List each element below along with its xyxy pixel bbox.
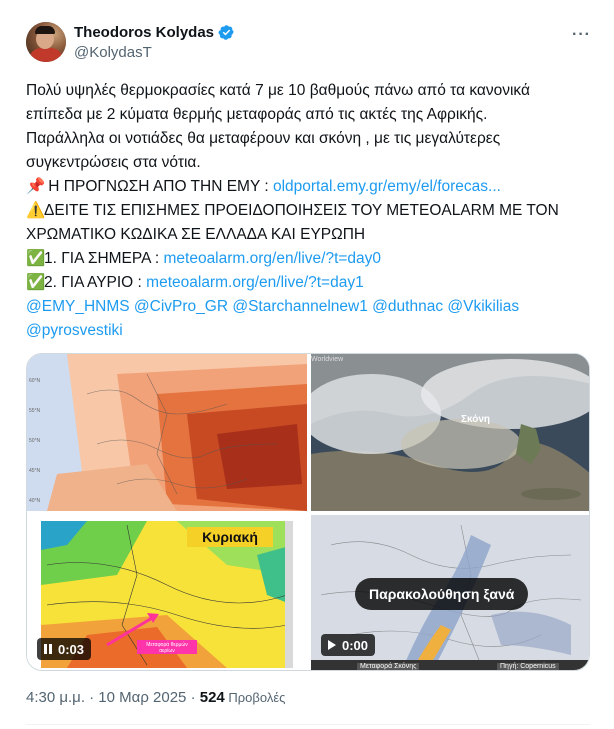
author-name[interactable]: Theodoros Kolydas xyxy=(74,24,215,41)
tomorrow-label: 2. ΓΙΑ ΑΥΡΙΟ : xyxy=(44,274,147,291)
dust-label: Σκόνη xyxy=(461,414,491,425)
video-play-control[interactable] xyxy=(321,634,375,656)
tweet-line: ΧΡΩΜΑΤΙΚΟ ΚΩΔΙΚΑ ΣΕ ΕΛΛΑΔΑ ΚΑΙ ΕΥΡΩΠΗ xyxy=(26,226,366,243)
tweet-line: Πολύ υψηλές θερμοκρασίες κατά 7 με 10 βαθμούς πάνω από τα κανονικά xyxy=(26,82,530,99)
watch-again-button[interactable]: Παρακολούθηση ξανά xyxy=(355,578,528,610)
tweet-text xyxy=(26,79,592,343)
mention-link[interactable]: @Vkikilias xyxy=(447,298,520,315)
tweet-line xyxy=(26,247,592,271)
mention-link[interactable]: @EMY_HNMS xyxy=(26,298,130,315)
source-caption: Πηγή: Copernicus xyxy=(497,663,559,670)
author-name-row xyxy=(74,24,235,41)
tweet-line xyxy=(26,175,592,199)
today-label: 1. ΓΙΑ ΣΗΜΕΡΑ : xyxy=(44,250,164,267)
meteoalarm-tomorrow-link[interactable]: meteoalarm.org/en/live/?t=day1 xyxy=(146,274,364,291)
tweet-line: επίπεδα με 2 κύματα θερμής μεταφοράς από τις ακτές της Αφρικής. xyxy=(26,106,488,123)
avatar[interactable] xyxy=(26,22,66,62)
svg-text:50°N: 50°N xyxy=(29,438,41,444)
divider xyxy=(26,724,590,725)
mention-link[interactable]: @CivPro_GR xyxy=(133,298,229,315)
satellite-image[interactable] xyxy=(311,354,590,511)
tweet-line xyxy=(26,295,592,319)
timestamp[interactable]: 4:30 μ.μ. · 10 Μαρ 2025 · xyxy=(26,689,200,706)
dust-caption: Μεταφορά Σκόνης xyxy=(357,663,419,670)
emy-link[interactable]: oldportal.emy.gr/emy/el/forecas... xyxy=(272,178,501,195)
media-grid xyxy=(26,353,590,671)
tweet-line: συγκεντρώσεις στα νότια. xyxy=(26,154,201,171)
video-temperature-advection[interactable] xyxy=(27,515,307,671)
mention-link[interactable]: @duthnac xyxy=(372,298,444,315)
satellite-photo xyxy=(311,354,590,511)
views-count: 524 xyxy=(199,689,225,706)
more-horizontal-icon[interactable]: ··· xyxy=(572,26,591,43)
views-label: Προβολές xyxy=(224,690,286,705)
pause-icon xyxy=(44,644,52,654)
warning-icon: ⚠️ xyxy=(26,202,46,219)
check-mark-icon: ✅ xyxy=(26,250,46,267)
tweet-line xyxy=(26,319,592,343)
advection-label: Μεταφορά θερμών αερίων xyxy=(146,642,188,654)
pushpin-icon: 📌 xyxy=(26,178,46,195)
svg-text:60°N: 60°N xyxy=(29,378,41,384)
mention-link[interactable]: @Starchannelnew1 xyxy=(232,298,368,315)
verified-badge-icon xyxy=(218,24,235,41)
video-time: 0:03 xyxy=(58,641,85,657)
check-mark-icon: ✅ xyxy=(26,274,46,291)
play-icon xyxy=(328,640,336,650)
forecast-label: Η ΠΡΟΓΝΩΣΗ ΑΠΟ ΤΗΝ ΕΜΥ : xyxy=(44,178,273,195)
svg-text:55°N: 55°N xyxy=(29,408,41,414)
mention-link[interactable]: @pyrosvestiki xyxy=(26,322,123,339)
tweet-meta xyxy=(26,689,285,706)
author-handle[interactable]: @KolydasT xyxy=(74,44,152,61)
warning-text: ΔΕΙΤΕ ΤΙΣ ΕΠΙΣΗΜΕΣ ΠΡΟΕΙΔΟΠΟΙΗΣΕΙΣ ΤΟΥ METEOALARM ΜΕ ΤΟΝ xyxy=(44,202,559,219)
meteoalarm-today-link[interactable]: meteoalarm.org/en/live/?t=day0 xyxy=(163,250,382,267)
temperature-anomaly-map[interactable] xyxy=(27,354,307,511)
svg-text:40°N: 40°N xyxy=(29,498,41,504)
worldview-label: Worldview xyxy=(311,356,344,363)
tweet-line: Παράλληλα οι νοτιάδες θα μεταφέρουν και σκόνη , με τις μεγαλύτερες xyxy=(26,130,501,147)
day-label: Κυριακή xyxy=(187,527,273,547)
tweet-line xyxy=(26,199,592,223)
video-dust-transport[interactable] xyxy=(311,515,590,671)
video-time: 0:00 xyxy=(342,637,369,653)
tweet-line xyxy=(26,271,592,295)
video-pause-control[interactable] xyxy=(37,638,91,660)
svg-text:45°N: 45°N xyxy=(29,468,41,474)
map-image xyxy=(27,354,307,511)
